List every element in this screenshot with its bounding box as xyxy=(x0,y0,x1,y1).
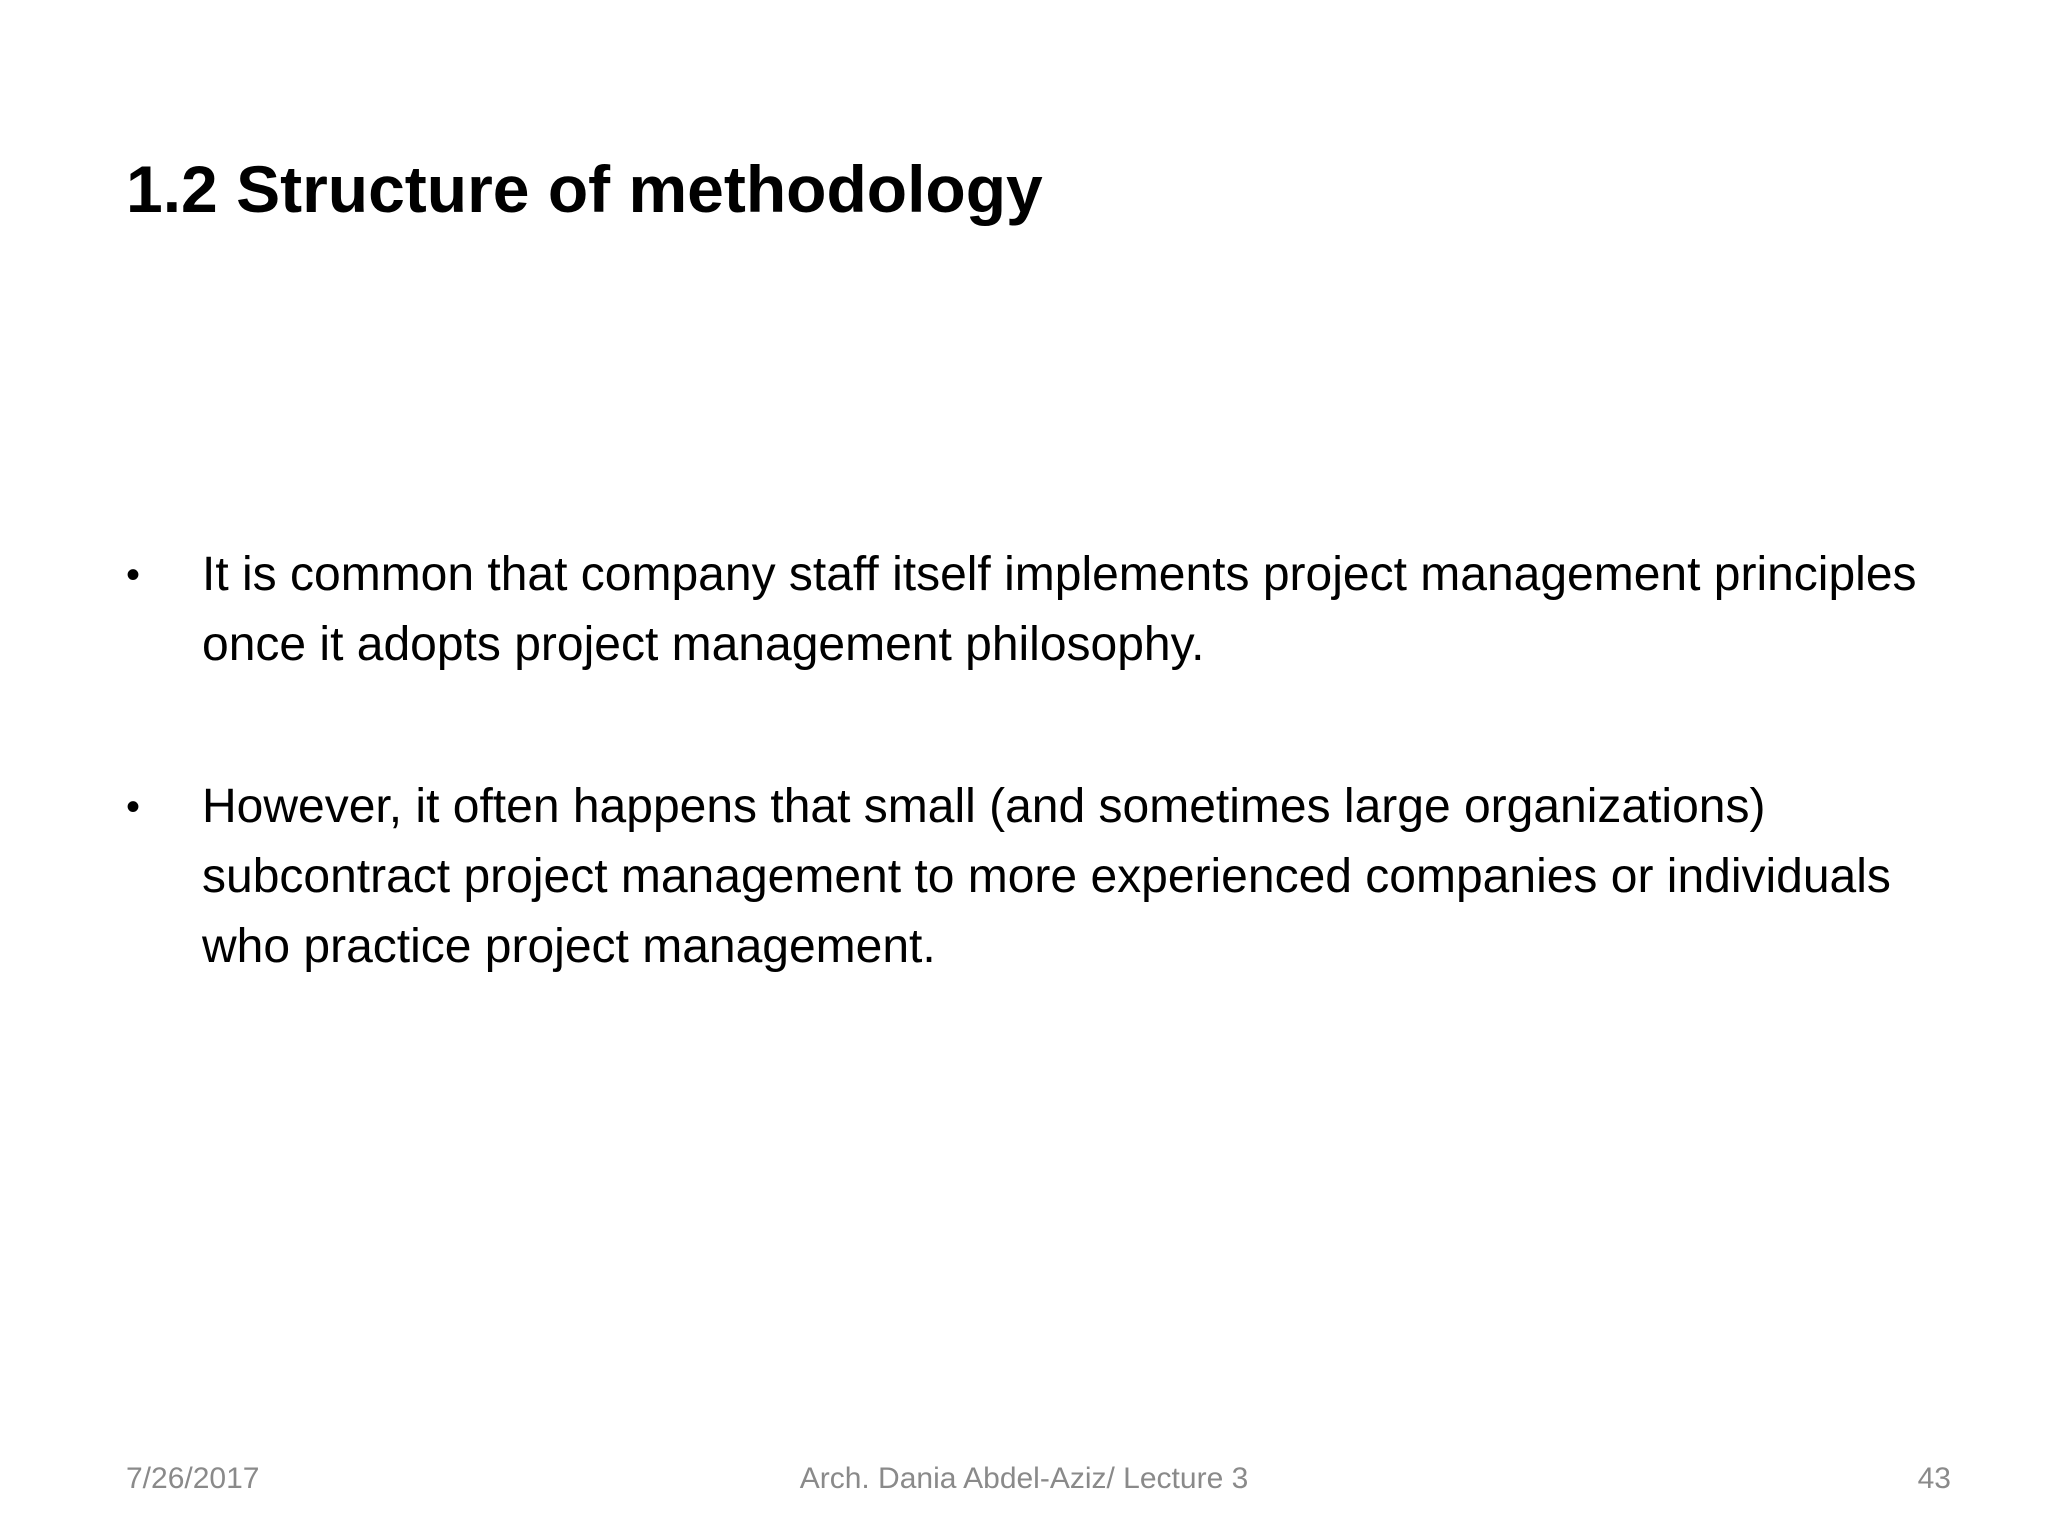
bullet-text: However, it often happens that small (and sometimes large organizations) subcontract project management to more experienced companies or individuals who practice project management. xyxy=(202,780,1891,973)
bullet-icon: • xyxy=(126,553,141,597)
slide-title: 1.2 Structure of methodology xyxy=(126,152,1043,226)
bullet-item xyxy=(126,772,1966,982)
bullet-icon: • xyxy=(126,785,141,829)
bullet-item xyxy=(126,540,1966,680)
footer-date: 7/26/2017 xyxy=(126,1462,260,1495)
footer-author-lecture: Arch. Dania Abdel-Aziz/ Lecture 3 xyxy=(799,1462,1249,1495)
footer-center xyxy=(0,1462,2048,1496)
bullet-list xyxy=(126,540,1966,1074)
bullet-text: It is common that company staff itself implements project management principles once it adopts project management philosophy. xyxy=(202,548,1917,671)
page-number: 43 xyxy=(1917,1462,1951,1495)
